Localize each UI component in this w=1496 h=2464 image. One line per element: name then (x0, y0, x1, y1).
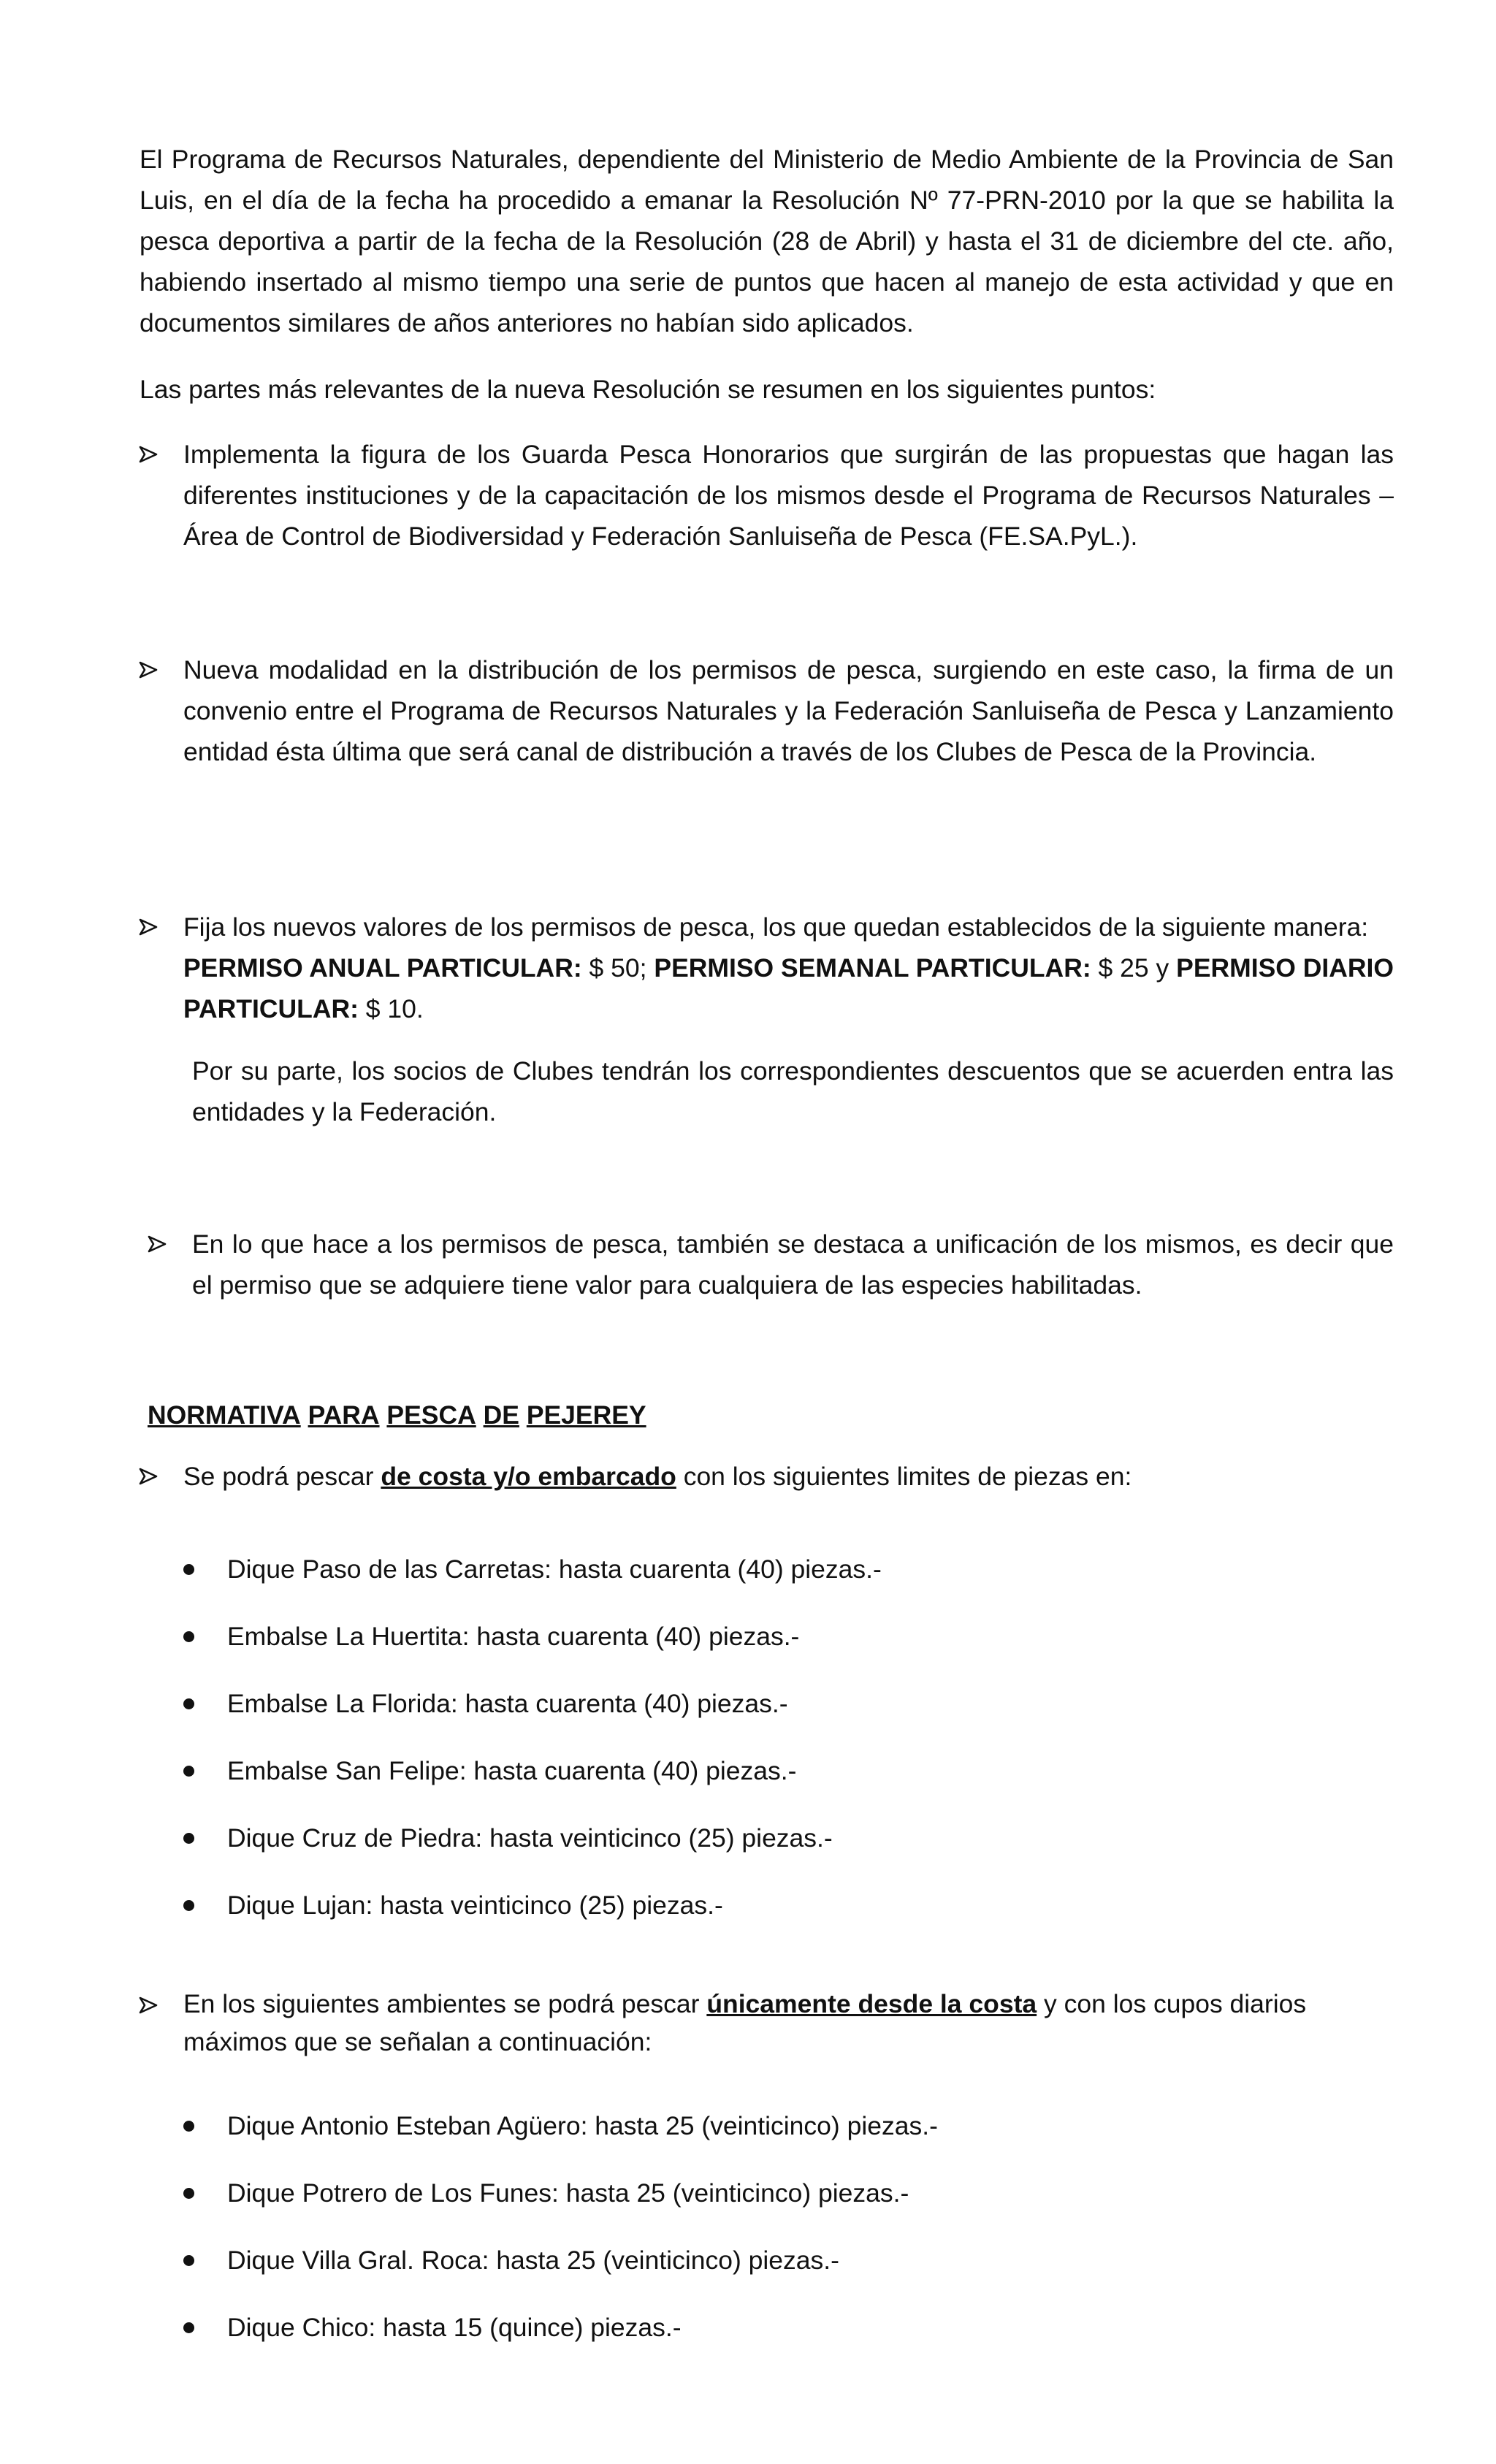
rule-text: con los siguientes limites de piezas en: (676, 1462, 1132, 1491)
point-valores-permisos (183, 907, 1394, 1029)
heading-word: NORMATIVA (148, 1400, 301, 1430)
list-item: Dique Cruz de Piedra: hasta veinticinco (25) piezas.- (227, 1823, 833, 1853)
bullet-icon (180, 1897, 196, 1913)
point-guarda-pesca: Implementa la figura de los Guarda Pesca Honorarios que surgirán de las propuestas que hagan las diferentes instituciones y de la capacitación de los mismos desde el Programa de Recursos Naturales – Área de Control de Biodiversidad y Federación Sanluiseña de Pesca (FE.SA.PyL.). (183, 440, 1394, 551)
bullet-icon (180, 1561, 196, 1577)
annual-permit-label: PERMISO ANUAL PARTICULAR: (183, 953, 582, 983)
bullet-icon (180, 1763, 196, 1779)
list-item: Embalse San Felipe: hasta cuarenta (40) piezas.- (227, 1756, 797, 1785)
normativa-heading (148, 1395, 646, 1435)
rule-text: y con los cupos diarios (1037, 1989, 1307, 2018)
permit-prices-line (183, 947, 1394, 988)
rule-unicamente-costa (183, 1985, 1394, 2061)
rule-costa-embarcado (183, 1456, 1394, 1497)
club-discount-note: Por su parte, los socios de Clubes tendrán los correspondientes descuentos que se acuerden entra las entidades y la Federación. (192, 1056, 1394, 1126)
bullet-icon (180, 2185, 196, 2201)
rule-text: En los siguientes ambientes se podrá pescar (183, 1989, 707, 2018)
list-item: Dique Lujan: hasta veinticinco (25) piezas.- (227, 1891, 723, 1920)
bullet-icon (180, 2118, 196, 2134)
daily-permit-value: $ 10. (358, 994, 424, 1023)
arrow-bullet-icon (139, 649, 168, 679)
list-item: Dique Antonio Esteban Agüero: hasta 25 (veinticinco) piezas.- (227, 2111, 938, 2140)
daily-permit-label-cont: PARTICULAR: (183, 994, 359, 1023)
heading-word: PEJEREY (526, 1400, 646, 1430)
weekly-permit-label: PERMISO SEMANAL PARTICULAR: (654, 953, 1091, 983)
list-item: Dique Paso de las Carretas: hasta cuarenta (40) piezas.- (227, 1555, 882, 1584)
bullet-icon (180, 1696, 196, 1712)
rule-line (183, 1985, 1394, 2023)
rule-line: máximos que se señalan a continuación: (183, 2027, 652, 2056)
list-item: Dique Potrero de Los Funes: hasta 25 (veinticinco) piezas.- (227, 2178, 909, 2208)
list-item: Dique Chico: hasta 15 (quince) piezas.- (227, 2313, 682, 2342)
point-valores-intro: Fija los nuevos valores de los permisos de pesca, los que quedan establecidos de la siguiente manera: (183, 912, 1369, 942)
point-distribucion-permisos: Nueva modalidad en la distribución de los permisos de pesca, surgiendo en este caso, la firma de un convenio entre el Programa de Recursos Naturales y la Federación Sanluiseña de Pesca y Lanzamiento entidad ésta última que será canal de distribución a través de los Clubes de Pesca de la Provincia. (183, 655, 1394, 766)
bullet-icon (180, 1830, 196, 1846)
intro-paragraph: El Programa de Recursos Naturales, dependiente del Ministerio de Medio Ambiente de la Provincia de San Luis, en el día de la fecha ha procedido a emanar la Resolución Nº 77-PRN-2010 por la que se habilita la pesca deportiva a partir de la fecha de la Resolución (28 de Abril) y hasta el 31 de diciembre del cte. año, habiendo insertado al mismo tiempo una serie de puntos que hacen al manejo de esta actividad y que en documentos similares de años anteriores no habían sido aplicados. (140, 145, 1394, 337)
annual-permit-value: $ 50; (581, 953, 647, 983)
list-item: Embalse La Huertita: hasta cuarenta (40) piezas.- (227, 1622, 800, 1651)
arrow-bullet-icon (139, 434, 168, 463)
arrow-bullet-icon (148, 1224, 177, 1253)
rule-emphasis: únicamente desde la costa (706, 1989, 1037, 2018)
bullet-icon (180, 2319, 196, 2335)
heading-word: PARA (308, 1400, 380, 1430)
rule-text: Se podrá pescar (183, 1462, 381, 1491)
heading-word: DE (483, 1400, 519, 1430)
bullet-icon (180, 1628, 196, 1644)
point-unificacion-permisos: En lo que hace a los permisos de pesca, también se destaca a unificación de los mismos, es decir que el permiso que se adquiere tiene valor para cualquiera de las especies habilitadas. (192, 1229, 1394, 1300)
rule-emphasis: de costa y/o embarcado (381, 1462, 676, 1491)
heading-word: PESCA (386, 1400, 476, 1430)
arrow-bullet-icon (139, 1456, 168, 1485)
arrow-bullet-icon (139, 1985, 168, 2014)
daily-permit-line (183, 988, 1394, 1029)
list-item: Dique Villa Gral. Roca: hasta 25 (veinticinco) piezas.- (227, 2246, 839, 2275)
summary-line: Las partes más relevantes de la nueva Resolución se resumen en los siguientes puntos: (140, 375, 1156, 404)
list-item: Embalse La Florida: hasta cuarenta (40) piezas.- (227, 1689, 788, 1718)
bullet-icon (180, 2252, 196, 2268)
weekly-permit-value: $ 25 y (1091, 953, 1169, 983)
daily-permit-label: PERMISO DIARIO (1176, 953, 1394, 983)
arrow-bullet-icon (139, 907, 168, 936)
